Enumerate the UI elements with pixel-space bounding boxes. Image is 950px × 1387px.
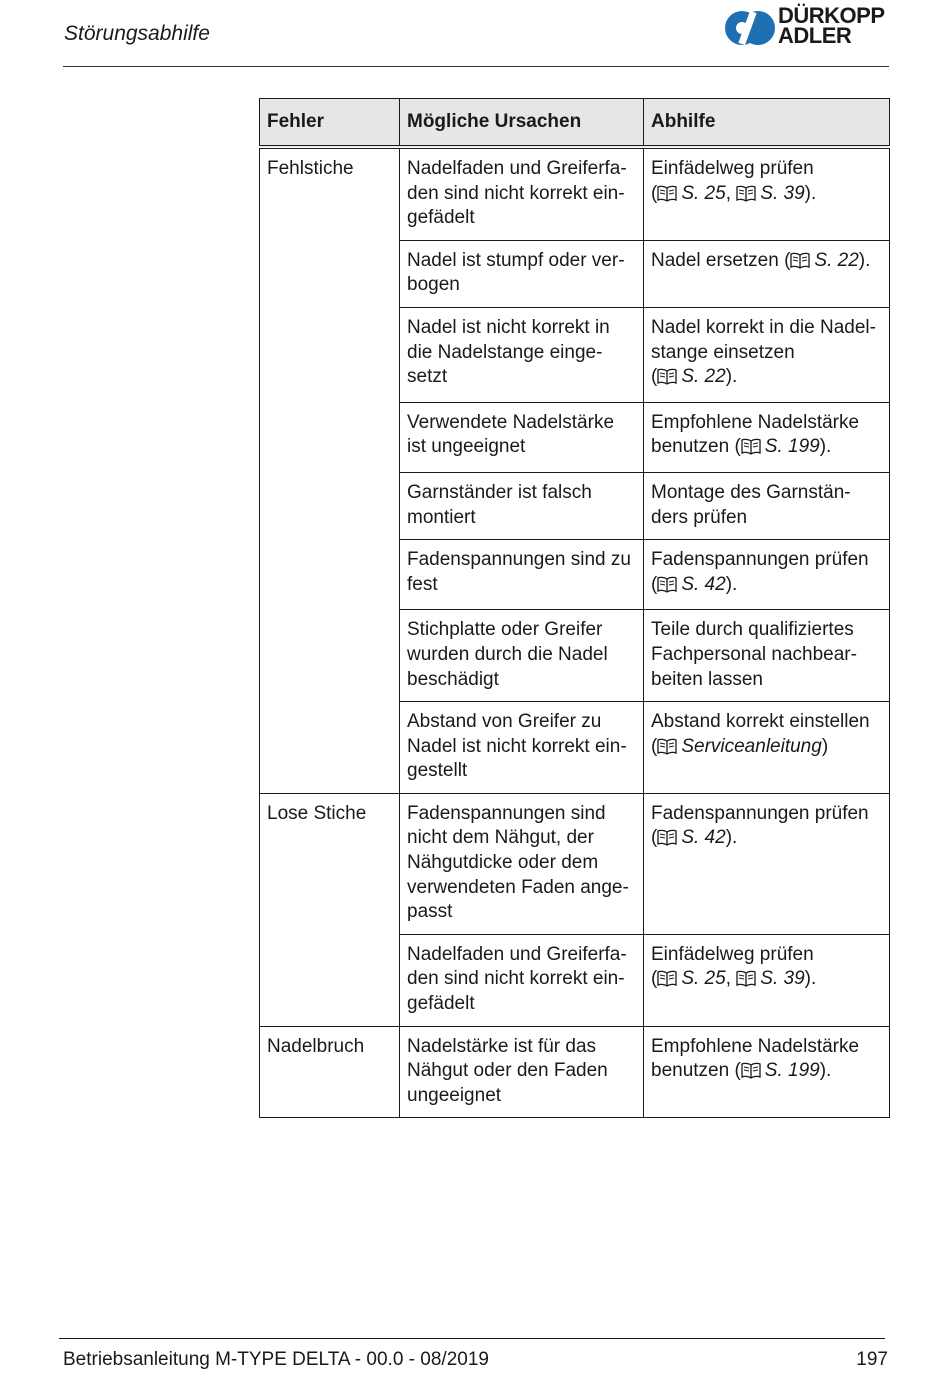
book-icon xyxy=(657,738,677,763)
remedy-cell: Abstand korrekt einstellen ( Serviceanleitung) xyxy=(644,702,890,794)
cause-cell: Fadenspannungen sind zu fest xyxy=(400,540,644,610)
brand-logo xyxy=(724,3,894,50)
footer-divider xyxy=(59,1338,885,1339)
book-icon xyxy=(657,185,677,210)
remedy-cell: Fadenspannungen prüfen ( S. 42). xyxy=(644,540,890,610)
remedy-cell: Einfädelweg prüfen ( S. 25, S. 39). xyxy=(644,147,890,240)
page-reference-link[interactable]: S. 22 xyxy=(814,249,859,271)
fault-cell: Nadelbruch xyxy=(260,1026,400,1118)
fault-cell: Lose Stiche xyxy=(260,793,400,1026)
logo-mark-icon xyxy=(724,6,776,50)
book-icon xyxy=(657,829,677,854)
column-header-fault: Fehler xyxy=(260,99,400,148)
remedy-cell: Teile durch qualifiziertes Fachpersonal nachbear- beiten lassen xyxy=(644,610,890,702)
table-row xyxy=(260,793,890,934)
troubleshooting-table xyxy=(259,98,890,1118)
fault-cell: Fehlstiche xyxy=(260,147,400,793)
cause-cell: Garnständer ist falsch montiert xyxy=(400,472,644,539)
remedy-cell: Nadel ersetzen ( S. 22). xyxy=(644,240,890,307)
page-reference-link[interactable]: S. 199 xyxy=(764,436,820,458)
remedy-cell: Empfohlene Nadelstärke benutzen ( S. 199). xyxy=(644,1026,890,1118)
table-row xyxy=(260,147,890,240)
footer-page-number: 197 xyxy=(856,1349,888,1370)
page-reference-link[interactable]: S. 42 xyxy=(681,573,726,595)
book-icon xyxy=(790,252,810,277)
cause-cell: Verwendete Nadelstärke ist ungeeignet xyxy=(400,402,644,472)
cause-cell: Nadel ist stumpf oder ver- bogen xyxy=(400,240,644,307)
remedy-cell: Fadenspannungen prüfen ( S. 42). xyxy=(644,793,890,934)
header-divider xyxy=(63,66,889,67)
table-header-row xyxy=(260,99,890,148)
cause-cell: Nadel ist nicht korrekt in die Nadelstange einge- setzt xyxy=(400,307,644,402)
page-reference-link[interactable]: S. 199 xyxy=(764,1060,820,1082)
book-icon xyxy=(657,576,677,601)
remedy-cell: Einfädelweg prüfen ( S. 25, S. 39). xyxy=(644,934,890,1026)
logo-line-2: ADLER xyxy=(778,23,852,48)
book-icon xyxy=(741,1062,761,1087)
remedy-cell: Montage des Garnstän- ders prüfen xyxy=(644,472,890,539)
table-body xyxy=(260,147,890,1118)
remedy-cell: Nadel korrekt in die Nadel- stange einsetzen ( S. 22). xyxy=(644,307,890,402)
cause-cell: Fadenspannungen sind nicht dem Nähgut, der Nähgutdicke oder dem verwendeten Faden ange- passt xyxy=(400,793,644,934)
logo-line-1: DÜRKOPP xyxy=(778,3,885,28)
page-reference-link[interactable]: S. 22 xyxy=(681,366,726,388)
page-reference-link[interactable]: S. 42 xyxy=(681,827,726,849)
page-reference-link[interactable]: S. 39 xyxy=(760,968,805,990)
page-reference-link[interactable]: Serviceanleitung xyxy=(681,735,822,757)
book-icon xyxy=(657,368,677,393)
page-reference-link[interactable]: S. 25 xyxy=(681,182,726,204)
page-reference-link[interactable]: S. 25 xyxy=(681,968,726,990)
remedy-cell: Empfohlene Nadelstärke benutzen ( S. 199). xyxy=(644,402,890,472)
page-section-title: Störungsabhilfe xyxy=(64,22,210,45)
page-reference-link[interactable]: S. 39 xyxy=(760,182,805,204)
cause-cell: Nadelfaden und Greiferfa- den sind nicht korrekt ein- gefädelt xyxy=(400,934,644,1026)
table-row xyxy=(260,1026,890,1118)
footer-document-title: Betriebsanleitung M-TYPE DELTA - 00.0 - 08/2019 xyxy=(63,1349,489,1370)
book-icon xyxy=(736,185,756,210)
cause-cell: Abstand von Greifer zu Nadel ist nicht korrekt ein- gestellt xyxy=(400,702,644,794)
cause-cell: Nadelstärke ist für das Nähgut oder den Faden ungeeignet xyxy=(400,1026,644,1118)
book-icon xyxy=(736,970,756,995)
cause-cell: Nadelfaden und Greiferfa- den sind nicht korrekt ein- gefädelt xyxy=(400,147,644,240)
column-header-remedy: Abhilfe xyxy=(644,99,890,148)
book-icon xyxy=(741,438,761,463)
cause-cell: Stichplatte oder Greifer wurden durch die Nadel beschädigt xyxy=(400,610,644,702)
book-icon xyxy=(657,970,677,995)
column-header-cause: Mögliche Ursachen xyxy=(400,99,644,148)
